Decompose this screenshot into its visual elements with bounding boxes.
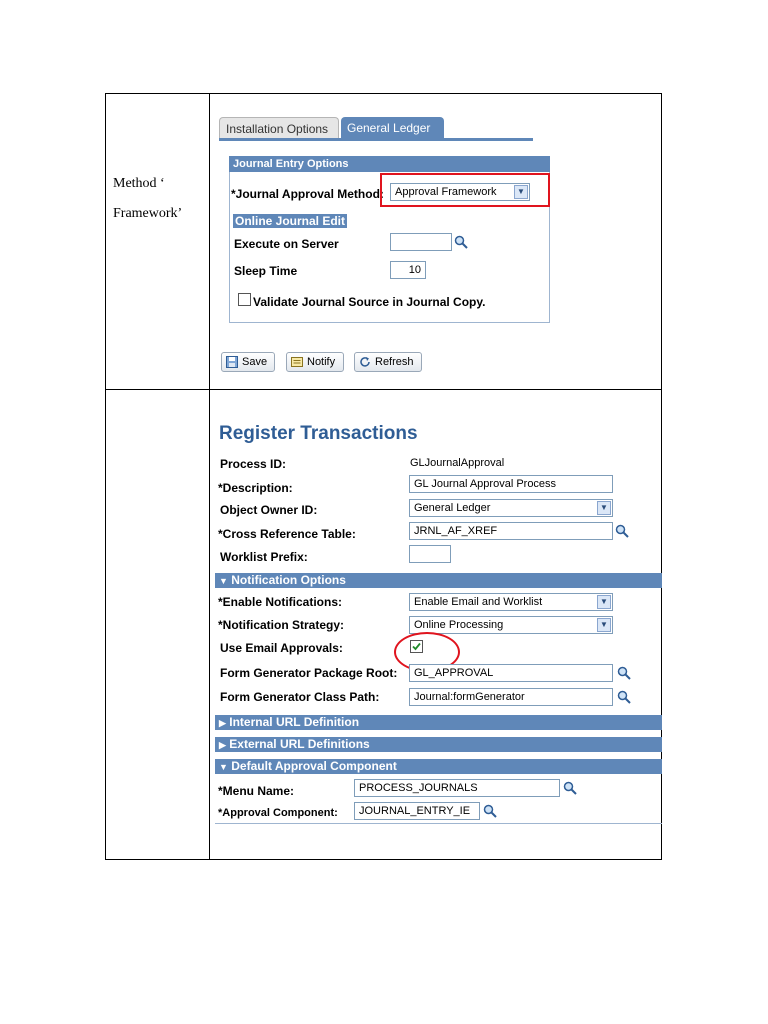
xref-table-label: *Cross Reference Table: [218,527,356,541]
chevron-down-icon: ▼ [597,595,611,609]
tab-underline [219,138,533,141]
default-approval-header[interactable]: ▼ Default Approval Component [215,759,662,774]
chevron-down-icon: ▼ [514,185,528,199]
notification-strategy-value: Online Processing [414,619,504,631]
notification-strategy-select[interactable] [409,616,613,634]
owner-id-label: Object Owner ID: [220,503,318,517]
column-divider [209,93,210,860]
search-icon[interactable] [617,690,631,704]
enable-notifications-select[interactable] [409,593,613,611]
owner-id-value: General Ledger [414,502,491,514]
row-divider [105,389,662,390]
chevron-down-icon: ▼ [597,618,611,632]
external-url-header[interactable]: ▶ External URL Definitions [215,737,662,752]
owner-id-select[interactable] [409,499,613,517]
approval-method-value: Approval Framework [395,186,497,198]
pkg-root-label: Form Generator Package Root: [220,666,398,680]
email-approvals-label: Use Email Approvals: [220,641,343,655]
enable-notifications-value: Enable Email and Worklist [414,596,543,608]
description-input[interactable]: GL Journal Approval Process [409,475,613,493]
chevron-down-icon: ▼ [597,501,611,515]
collapse-icon: ▼ [219,762,228,772]
menu-name-label: *Menu Name: [218,784,295,798]
page-title: Register Transactions [219,423,418,444]
notify-button[interactable]: Notify [286,352,344,372]
process-id-value: GLJournalApproval [410,457,505,469]
tab-installation-options[interactable]: Installation Options [219,117,339,139]
process-id-label: Process ID: [220,457,287,471]
notification-options-header[interactable]: ▼ Notification Options [215,573,662,588]
search-icon[interactable] [454,235,468,249]
notify-icon [291,356,303,368]
save-icon [226,356,238,368]
search-icon[interactable] [563,781,577,795]
menu-name-input[interactable]: PROCESS_JOURNALS [354,779,560,797]
journal-entry-options-header: Journal Entry Options [229,156,550,172]
search-icon[interactable] [483,804,497,818]
xref-table-input[interactable]: JRNL_AF_XREF [409,522,613,540]
execute-server-input[interactable] [390,233,452,251]
highlight-approval-method [380,173,550,207]
enable-notifications-label: *Enable Notifications: [218,595,343,609]
section-bottom-border [215,823,662,824]
expand-icon: ▶ [219,718,226,728]
search-icon[interactable] [615,524,629,538]
validate-source-label: Validate Journal Source in Journal Copy. [253,295,486,309]
approval-component-label: *Approval Component: [218,807,338,819]
approval-method-label: *Journal Approval Method: [231,187,384,201]
approval-component-input[interactable]: JOURNAL_ENTRY_IE [354,802,480,820]
expand-icon: ▶ [219,740,226,750]
notification-strategy-label: *Notification Strategy: [218,618,345,632]
online-journal-edit-heading: Online Journal Edit [235,214,346,228]
sleep-time-label: Sleep Time [234,264,298,278]
save-button[interactable]: Save [221,352,275,372]
collapse-icon: ▼ [219,576,228,586]
class-path-label: Form Generator Class Path: [220,690,380,704]
left-cell-line1: Method ‘ [113,176,165,191]
worklist-prefix-label: Worklist Prefix: [220,550,308,564]
worklist-prefix-input[interactable] [409,545,451,563]
refresh-icon [359,356,371,368]
tab-general-ledger[interactable]: General Ledger [341,117,444,139]
sleep-time-input[interactable]: 10 [390,261,426,279]
left-cell-line2: Framework’ [113,206,183,221]
search-icon[interactable] [617,666,631,680]
class-path-input[interactable]: Journal:formGenerator [409,688,613,706]
description-label: *Description: [218,481,293,495]
execute-server-label: Execute on Server [234,237,339,251]
pkg-root-input[interactable]: GL_APPROVAL [409,664,613,682]
refresh-button[interactable]: Refresh [354,352,422,372]
validate-source-checkbox[interactable] [238,293,251,306]
internal-url-header[interactable]: ▶ Internal URL Definition [215,715,662,730]
